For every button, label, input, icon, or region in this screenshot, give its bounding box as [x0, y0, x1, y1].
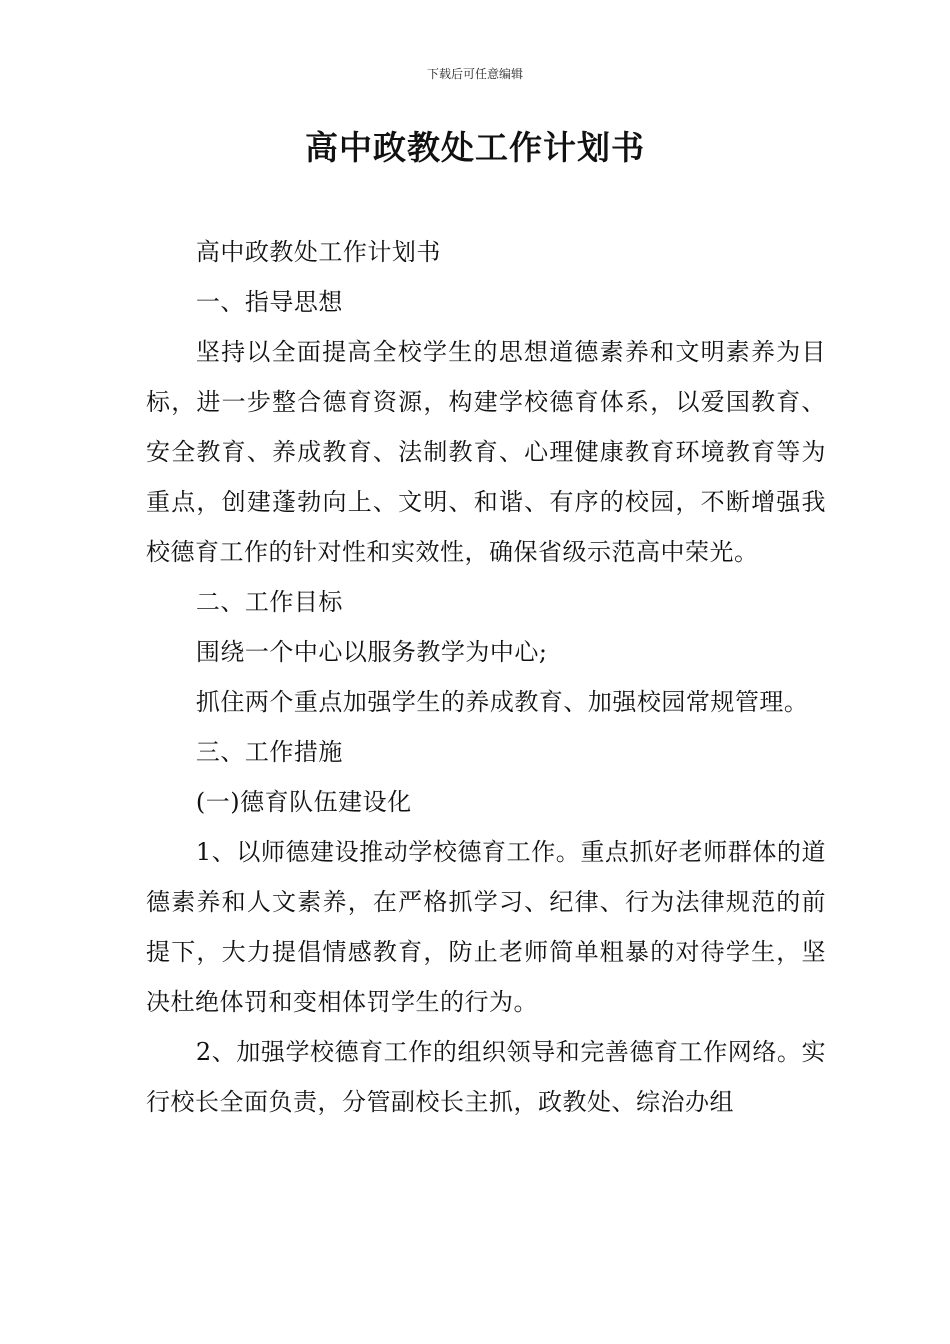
- document-title: 高中政教处工作计划书: [305, 128, 645, 167]
- paragraph-guiding-ideology: 坚持以全面提高全校学生的思想道德素养和文明素养为目标，进一步整合德育资源，构建学校德育体系，以爱国教育、安全教育、养成教育、法制教育、心理健康教育环境教育等为重点，创建蓬勃向上、文明、和谐、有序的校园，不断增强我校德育工作的针对性和实效性，确保省级示范高中荣光。: [146, 338, 826, 566]
- paragraph-measure-2: 2、加强学校德育工作的组织领导和完善德育工作网络。实行校长全面负责，分管副校长主抓，政教处、综治办组: [146, 1038, 826, 1116]
- section-heading-guiding-ideology: 一、指导思想: [195, 288, 343, 316]
- paragraph-measure-1: 1、以师德建设推动学校德育工作。重点抓好老师群体的道德素养和人文素养，在严格抓学习、纪律、行为法律规范的前提下，大力提倡情感教育，防止老师简单粗暴的对待学生，坚决杜绝体罚和变相体罚学生的行为。: [146, 838, 826, 1016]
- subsection-heading-moral-team: (一)德育队伍建设化: [195, 788, 412, 816]
- paragraph-goal-one-center: 围绕一个中心以服务教学为中心;: [195, 638, 548, 666]
- paragraph-subtitle: 高中政教处工作计划书: [195, 238, 441, 266]
- section-heading-work-goals: 二、工作目标: [195, 588, 343, 616]
- paragraph-goal-two-focuses: 抓住两个重点加强学生的养成教育、加强校园常规管理。: [195, 688, 809, 716]
- section-heading-work-measures: 三、工作措施: [195, 738, 343, 766]
- document-body: [146, 227, 826, 1127]
- page-header-note: 下载后可任意编辑: [426, 67, 523, 81]
